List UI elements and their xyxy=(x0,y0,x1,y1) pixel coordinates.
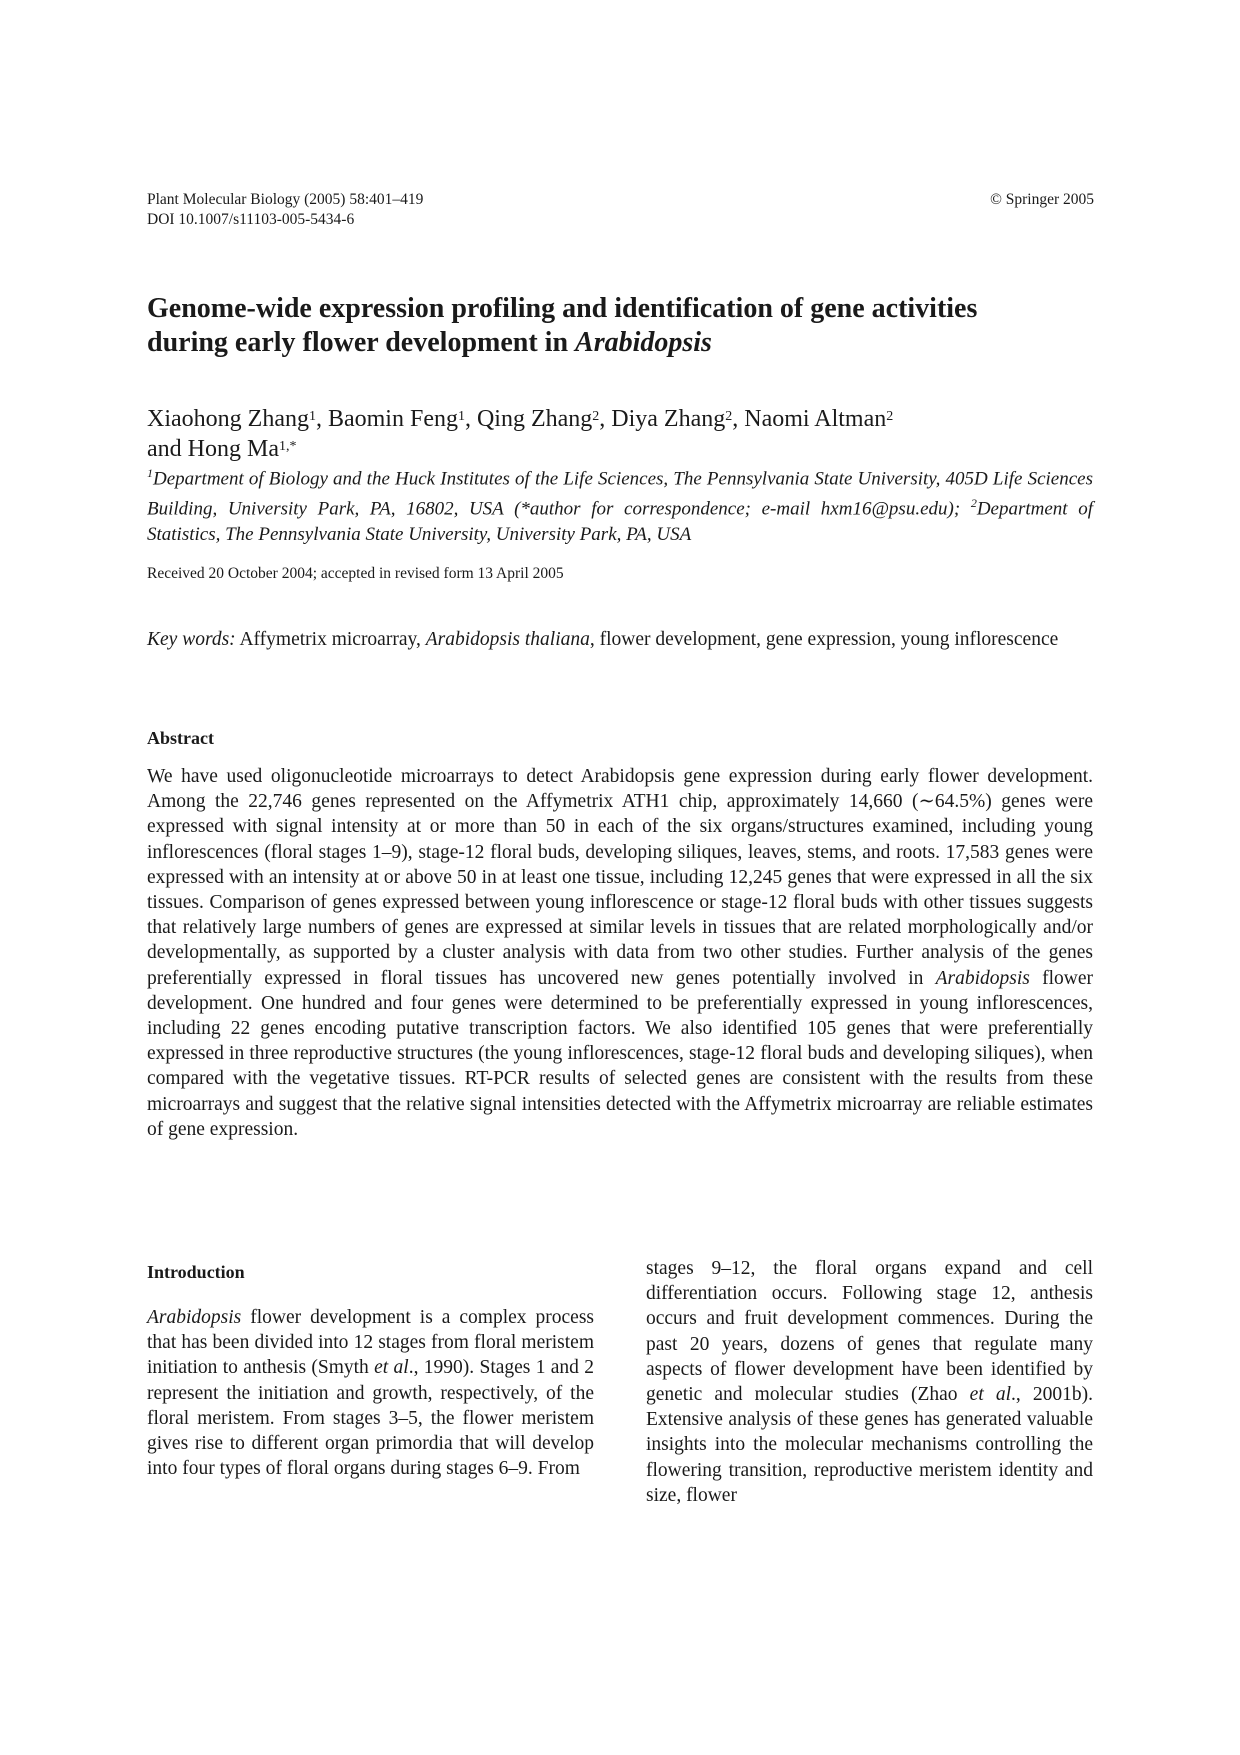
keywords-label: Key words: xyxy=(147,629,236,650)
keywords: Key words: Affymetrix microarray, Arabidopsis thaliana, flower development, gene expression, young inflorescence xyxy=(147,629,1059,650)
journal-citation: Plant Molecular Biology (2005) 58:401–419 xyxy=(147,191,424,208)
received-dates: Received 20 October 2004; accepted in revised form 13 April 2005 xyxy=(147,565,564,582)
author: Naomi Altman$^2$ xyxy=(744,406,894,432)
author: Xiaohong Zhang$^1$, xyxy=(147,406,328,432)
title-line-2: during early flower development in xyxy=(147,327,576,358)
author: and Hong $Ma^{1,*}$ xyxy=(147,436,297,462)
introduction-heading: Introduction xyxy=(147,1262,245,1282)
abstract-heading: Abstract xyxy=(147,728,214,748)
copyright-notice: © Springer 2005 xyxy=(990,191,1094,208)
author-list xyxy=(147,404,1093,464)
author: Baomin Feng$^1$, xyxy=(327,406,477,432)
affiliations: $^1$Department of Biology and the Huck Institutes of the Life Sciences, The Pennsylvania State University, 405D Life Sciences Building, University Park, PA, 16802, USA (*author for correspondence; e-mail hxm16@psu.edu); $^2$Department of Statistics, The Pennsylvania State University, University Park, PA, USA xyxy=(147,466,1093,545)
title-line-1: Genome-wide expression profiling and identification of gene activities xyxy=(147,293,978,324)
title-species: Arabidopsis xyxy=(575,327,712,358)
running-header-left xyxy=(147,190,423,230)
introduction-column-right: stages 9–12, the floral organs expand and cell differentiation occurs. Following stage 12, anthesis occurs and fruit development commences. During the past 20 years, dozens of genes that regulate many aspects of flower development have been identified by genetic and molecular studies (Zhao et al., 2001b). Extensive analysis of these genes has generated valuable insights into the molecular mechanisms controlling the flowering transition, reproductive meristem identity and size, flower xyxy=(646,1258,1093,1506)
doi: DOI 10.1007/s11103-005-5434-6 xyxy=(147,211,355,228)
introduction-column-left: Arabidopsis flower development is a complex process that has been divided into 12 stages from floral meristem initiation to anthesis (Smyth et al., 1990). Stages 1 and 2 represent the initiation and growth, respectively, of the floral meristem. From stages 3–5, the flower meristem gives rise to different organ primordia that will develop into four types of floral organs during stages 6–9. From xyxy=(147,1307,595,1480)
author: Qing Zhang$^2$, xyxy=(476,406,612,432)
article-title xyxy=(147,292,1097,360)
abstract-text: We have used oligonucleotide microarrays to detect Arabidopsis gene expression during early flower development. Among the 22,746 genes represented on the Affymetrix ATH1 chip, approximately 14,660 (∼64.5%) genes were expressed with signal intensity at or more than 50 in each of the six organs/structures examined, including young inflorescences (floral stages 1–9), stage-12 floral buds, developing siliques, leaves, stems, and roots. 17,583 genes were expressed with an intensity at or above 50 in at least one tissue, including 12,245 genes that were expressed in all the six tissues. Comparison of genes expressed between young inflorescence or stage-12 floral buds with other tissues suggests that relatively large numbers of genes are expressed at similar levels in tissues that are related morphologically and/or developmentally, as supported by a cluster analysis with data from two other studies. Further analysis of the genes preferentially expressed in floral tissues has uncovered new genes potentially involved in Arabidopsis flower development. One hundred and four genes were determined to be preferentially expressed in young inflorescences, including 22 genes encoding putative transcription factors. We also identified 105 genes that were preferentially expressed in three reproductive structures (the young inflorescences, stage-12 floral buds and developing siliques), when compared with the vegetative tissues. RT-PCR results of selected genes are consistent with the results from these microarrays and suggest that the relative signal intensities detected with the Affymetrix microarray are reliable estimates of gene expression. xyxy=(147,766,1093,1140)
author: Diya Zhang$^2$, xyxy=(611,406,745,432)
